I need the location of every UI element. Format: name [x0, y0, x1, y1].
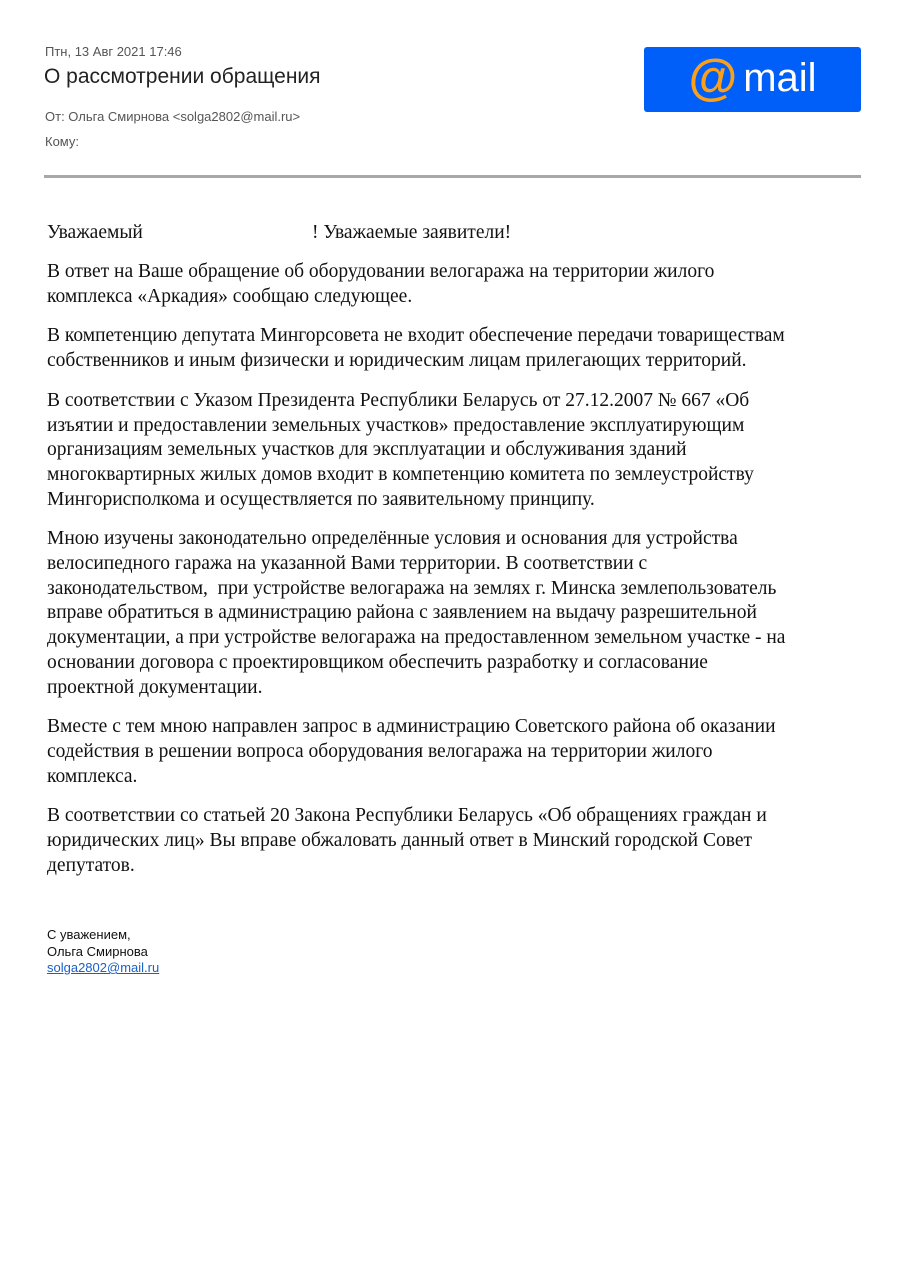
greeting-right: ! Уважаемые заявители!: [312, 222, 512, 243]
paragraph-line: законодательством, при устройстве велогаража на землях г. Минска землепользователь: [47, 577, 777, 599]
greeting-left: Уважаемый: [47, 222, 143, 243]
paragraph-line: Вместе с тем мною направлен запрос в администрацию Советского района об оказании: [47, 716, 776, 738]
signature-email-link[interactable]: solga2802@mail.ru: [47, 960, 160, 975]
email-to: Кому:: [45, 134, 79, 149]
paragraph-line: изъятии и предоставлении земельных участков» предоставление эксплуатирующим: [47, 414, 745, 436]
paragraph-line: Мною изучены законодательно определённые условия и основания для устройства: [47, 528, 738, 550]
email-date: Птн, 13 Авг 2021 17:46: [45, 44, 182, 59]
paragraph-line: комплекса.: [47, 765, 138, 787]
email-body: [47, 221, 877, 893]
greeting: [47, 221, 877, 246]
signature: [47, 927, 159, 977]
paragraph-line: организациям земельных участков для эксплуатации и обслуживания зданий: [47, 439, 687, 461]
signature-closing: С уважением,: [47, 927, 131, 942]
email-subject: О рассмотрении обращения: [44, 65, 321, 88]
paragraph-line: собственников и иным физически и юридическим лицам прилегающих территорий.: [47, 350, 747, 372]
paragraph: [47, 715, 877, 789]
mail-logo: [644, 47, 861, 112]
paragraph: [47, 389, 877, 513]
email-from: От: Ольга Смирнова <solga2802@mail.ru>: [45, 109, 301, 124]
paragraph: [47, 260, 877, 309]
header-divider: [44, 175, 861, 178]
logo-word: mail: [743, 55, 817, 100]
paragraph-line: велосипедного гаража на указанной Вами территории. В соответствии с: [47, 553, 648, 575]
paragraph-line: В соответствии со статьей 20 Закона Республики Беларусь «Об обращениях граждан и: [47, 805, 767, 827]
signature-name: Ольга Смирнова: [47, 943, 148, 959]
paragraph-line: В ответ на Ваше обращение об оборудовании велогаража на территории жилого: [47, 261, 715, 282]
paragraph: [47, 804, 877, 878]
paragraph-line: содействия в решении вопроса оборудования велогаража на территории жилого: [47, 740, 713, 762]
paragraph-line: Мингорисполкома и осуществляется по заявительному принципу.: [47, 488, 595, 510]
paragraph: [47, 527, 877, 700]
paragraph-line: документации, а при устройстве велогаража на предоставленном земельном участке - на: [47, 627, 786, 649]
at-icon: @: [688, 48, 738, 105]
paragraph-line: комплекса «Аркадия» сообщаю следующее.: [47, 285, 413, 307]
paragraph: [47, 324, 877, 373]
paragraph-line: депутатов.: [47, 854, 135, 876]
paragraph-line: В компетенцию депутата Мингорсовета не входит обеспечение передачи товариществам: [47, 325, 785, 347]
paragraph-line: В соответствии с Указом Президента Республики Беларусь от 27.12.2007 № 667 «Об: [47, 389, 750, 411]
paragraph-line: юридических лиц» Вы вправе обжаловать данный ответ в Минский городской Совет: [47, 830, 753, 852]
paragraph-line: многоквартирных жилых домов входит в компетенцию комитета по землеустройству: [47, 463, 754, 485]
paragraph-line: основании договора с проектировщиком обеспечить разработку и согласование: [47, 651, 708, 673]
paragraph-line: вправе обратиться в администрацию района с заявлением на выдачу разрешительной: [47, 602, 757, 624]
paragraph-line: проектной документации.: [47, 676, 263, 698]
